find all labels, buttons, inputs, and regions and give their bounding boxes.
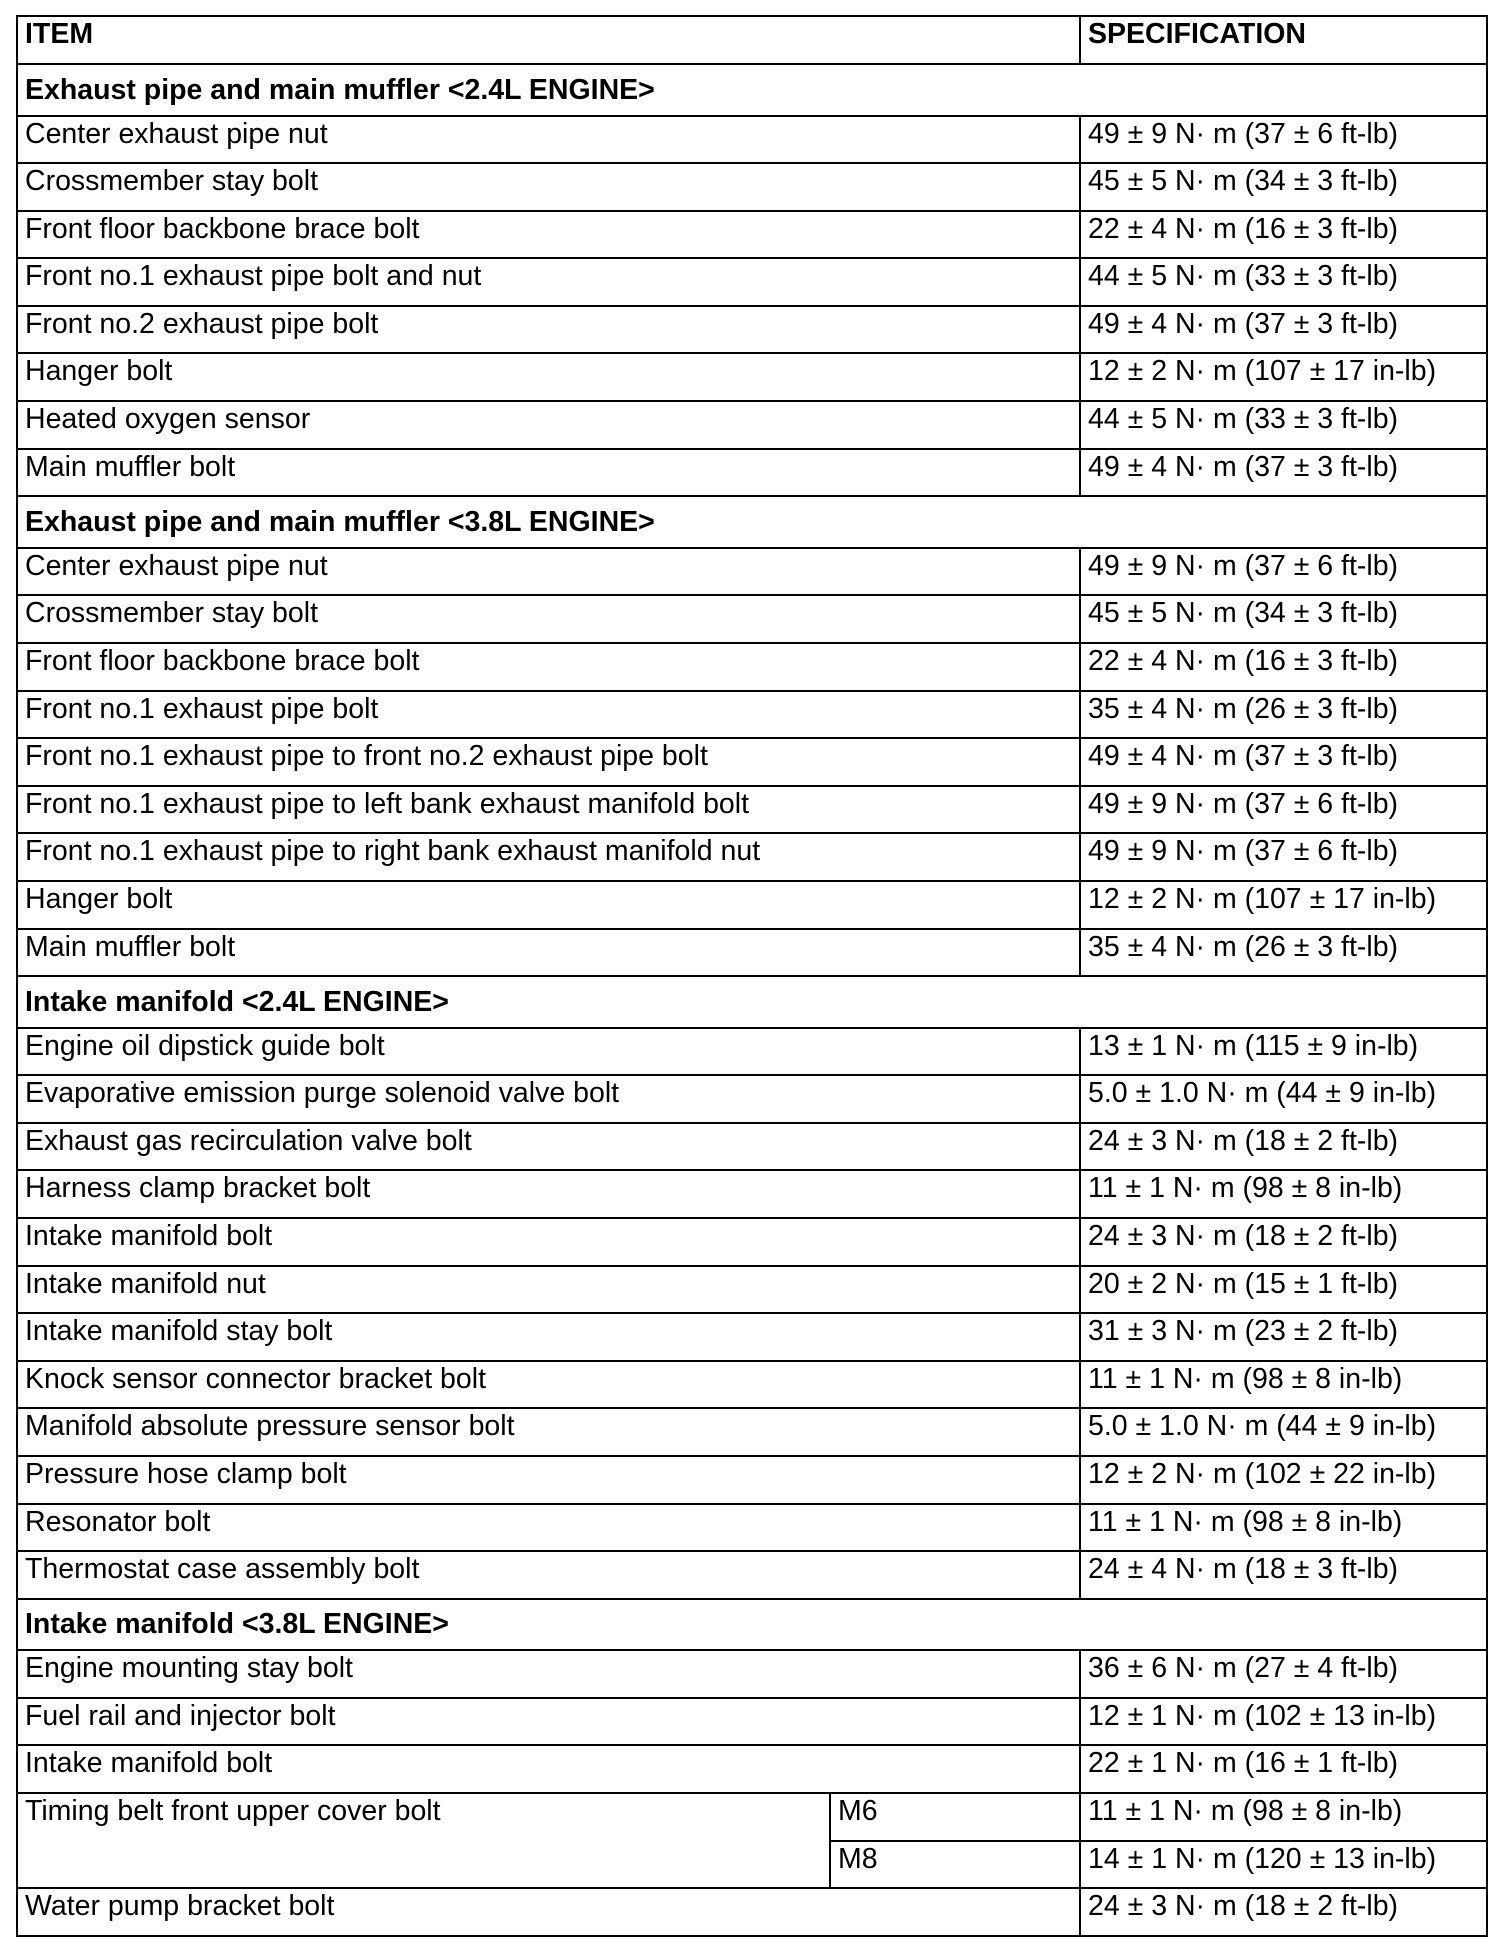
table-row — [17, 449, 1487, 497]
spec-cell: 49 ± 9 N· m (37 ± 6 ft-lb) — [1080, 548, 1487, 596]
spec-cell: 24 ± 3 N· m (18 ± 2 ft-lb) — [1080, 1218, 1487, 1266]
table-row — [17, 1551, 1487, 1599]
table-row — [17, 1408, 1487, 1456]
item-cell: Exhaust gas recirculation valve bolt — [17, 1123, 1080, 1171]
torque-spec-table — [16, 15, 1488, 1937]
spec-cell: 44 ± 5 N· m (33 ± 3 ft-lb) — [1080, 258, 1487, 306]
spec-cell: 22 ± 4 N· m (16 ± 3 ft-lb) — [1080, 211, 1487, 259]
spec-cell: 35 ± 4 N· m (26 ± 3 ft-lb) — [1080, 929, 1487, 977]
item-cell: Front no.1 exhaust pipe to left bank exhaust manifold bolt — [17, 786, 1080, 834]
item-cell: Water pump bracket bolt — [17, 1888, 1080, 1936]
section-header-row — [17, 976, 1487, 1028]
item-cell: Manifold absolute pressure sensor bolt — [17, 1408, 1080, 1456]
item-cell: Fuel rail and injector bolt — [17, 1698, 1080, 1746]
table-row — [17, 833, 1487, 881]
item-cell: Front no.1 exhaust pipe to front no.2 exhaust pipe bolt — [17, 738, 1080, 786]
spec-cell: 12 ± 2 N· m (107 ± 17 in-lb) — [1080, 881, 1487, 929]
section-header-row — [17, 1599, 1487, 1651]
item-cell: Front floor backbone brace bolt — [17, 211, 1080, 259]
item-cell: Center exhaust pipe nut — [17, 116, 1080, 164]
bolt-size-cell: M6 — [830, 1793, 1080, 1841]
spec-cell: 13 ± 1 N· m (115 ± 9 in-lb) — [1080, 1028, 1487, 1076]
table-row — [17, 595, 1487, 643]
item-cell: Hanger bolt — [17, 353, 1080, 401]
item-cell: Thermostat case assembly bolt — [17, 1551, 1080, 1599]
spec-cell: 35 ± 4 N· m (26 ± 3 ft-lb) — [1080, 691, 1487, 739]
spec-cell: 14 ± 1 N· m (120 ± 13 in-lb) — [1080, 1841, 1487, 1889]
table-row — [17, 1218, 1487, 1266]
table-row — [17, 1745, 1487, 1793]
table-row — [17, 1504, 1487, 1552]
item-cell: Knock sensor connector bracket bolt — [17, 1361, 1080, 1409]
spec-cell: 24 ± 3 N· m (18 ± 2 ft-lb) — [1080, 1123, 1487, 1171]
header-row — [17, 16, 1487, 64]
item-cell: Main muffler bolt — [17, 449, 1080, 497]
table-row — [17, 1170, 1487, 1218]
item-cell: Crossmember stay bolt — [17, 163, 1080, 211]
spec-cell: 12 ± 2 N· m (107 ± 17 in-lb) — [1080, 353, 1487, 401]
item-cell: Evaporative emission purge solenoid valve bolt — [17, 1075, 1080, 1123]
item-cell: Engine mounting stay bolt — [17, 1650, 1080, 1698]
spec-cell: 45 ± 5 N· m (34 ± 3 ft-lb) — [1080, 163, 1487, 211]
table-row — [17, 1075, 1487, 1123]
table-row — [17, 881, 1487, 929]
item-cell: Front no.1 exhaust pipe bolt — [17, 691, 1080, 739]
item-cell: Harness clamp bracket bolt — [17, 1170, 1080, 1218]
item-cell: Timing belt front upper cover bolt — [17, 1793, 830, 1888]
item-cell: Heated oxygen sensor — [17, 401, 1080, 449]
table-row — [17, 1361, 1487, 1409]
section-header-row — [17, 496, 1487, 548]
table-row — [17, 1028, 1487, 1076]
spec-cell: 11 ± 1 N· m (98 ± 8 in-lb) — [1080, 1793, 1487, 1841]
section-title: Intake manifold <2.4L ENGINE> — [17, 976, 1487, 1028]
table-row — [17, 353, 1487, 401]
table-row — [17, 929, 1487, 977]
spec-cell: 24 ± 3 N· m (18 ± 2 ft-lb) — [1080, 1888, 1487, 1936]
section-header-row — [17, 64, 1487, 116]
table-row — [17, 691, 1487, 739]
spec-cell: 5.0 ± 1.0 N· m (44 ± 9 in-lb) — [1080, 1075, 1487, 1123]
section-title: Intake manifold <3.8L ENGINE> — [17, 1599, 1487, 1651]
spec-cell: 5.0 ± 1.0 N· m (44 ± 9 in-lb) — [1080, 1408, 1487, 1456]
spec-cell: 49 ± 4 N· m (37 ± 3 ft-lb) — [1080, 738, 1487, 786]
spec-cell: 31 ± 3 N· m (23 ± 2 ft-lb) — [1080, 1313, 1487, 1361]
table-row — [17, 1888, 1487, 1936]
spec-cell: 22 ± 4 N· m (16 ± 3 ft-lb) — [1080, 643, 1487, 691]
spec-cell: 49 ± 4 N· m (37 ± 3 ft-lb) — [1080, 449, 1487, 497]
section-title: Exhaust pipe and main muffler <3.8L ENGINE> — [17, 496, 1487, 548]
spec-cell: 24 ± 4 N· m (18 ± 3 ft-lb) — [1080, 1551, 1487, 1599]
table-row — [17, 738, 1487, 786]
table-row — [17, 401, 1487, 449]
item-cell: Main muffler bolt — [17, 929, 1080, 977]
table-row — [17, 1698, 1487, 1746]
spec-cell: 49 ± 9 N· m (37 ± 6 ft-lb) — [1080, 786, 1487, 834]
item-cell: Crossmember stay bolt — [17, 595, 1080, 643]
table-row — [17, 211, 1487, 259]
item-column-header: ITEM — [17, 16, 1080, 64]
table-row — [17, 1266, 1487, 1314]
spec-cell: 22 ± 1 N· m (16 ± 1 ft-lb) — [1080, 1745, 1487, 1793]
table-row — [17, 163, 1487, 211]
spec-cell: 45 ± 5 N· m (34 ± 3 ft-lb) — [1080, 595, 1487, 643]
table-row — [17, 306, 1487, 354]
spec-cell: 20 ± 2 N· m (15 ± 1 ft-lb) — [1080, 1266, 1487, 1314]
table-row — [17, 1793, 1487, 1841]
item-cell: Hanger bolt — [17, 881, 1080, 929]
item-cell: Engine oil dipstick guide bolt — [17, 1028, 1080, 1076]
item-cell: Front no.1 exhaust pipe bolt and nut — [17, 258, 1080, 306]
section-title: Exhaust pipe and main muffler <2.4L ENGINE> — [17, 64, 1487, 116]
spec-cell: 49 ± 4 N· m (37 ± 3 ft-lb) — [1080, 306, 1487, 354]
item-cell: Intake manifold stay bolt — [17, 1313, 1080, 1361]
item-cell: Front no.2 exhaust pipe bolt — [17, 306, 1080, 354]
table-row — [17, 1123, 1487, 1171]
spec-cell: 11 ± 1 N· m (98 ± 8 in-lb) — [1080, 1361, 1487, 1409]
spec-cell: 49 ± 9 N· m (37 ± 6 ft-lb) — [1080, 833, 1487, 881]
spec-cell: 49 ± 9 N· m (37 ± 6 ft-lb) — [1080, 116, 1487, 164]
spec-cell: 11 ± 1 N· m (98 ± 8 in-lb) — [1080, 1170, 1487, 1218]
spec-cell: 44 ± 5 N· m (33 ± 3 ft-lb) — [1080, 401, 1487, 449]
table-row — [17, 548, 1487, 596]
bolt-size-cell: M8 — [830, 1841, 1080, 1889]
item-cell: Center exhaust pipe nut — [17, 548, 1080, 596]
spec-cell: 12 ± 2 N· m (102 ± 22 in-lb) — [1080, 1456, 1487, 1504]
item-cell: Intake manifold bolt — [17, 1745, 1080, 1793]
table-row — [17, 786, 1487, 834]
spec-cell: 11 ± 1 N· m (98 ± 8 in-lb) — [1080, 1504, 1487, 1552]
table-row — [17, 1650, 1487, 1698]
item-cell: Intake manifold bolt — [17, 1218, 1080, 1266]
table-row — [17, 1313, 1487, 1361]
specification-column-header: SPECIFICATION — [1080, 16, 1487, 64]
table-row — [17, 1456, 1487, 1504]
item-cell: Front no.1 exhaust pipe to right bank exhaust manifold nut — [17, 833, 1080, 881]
table-row — [17, 116, 1487, 164]
item-cell: Intake manifold nut — [17, 1266, 1080, 1314]
table-row — [17, 643, 1487, 691]
item-cell: Pressure hose clamp bolt — [17, 1456, 1080, 1504]
item-cell: Resonator bolt — [17, 1504, 1080, 1552]
spec-cell: 36 ± 6 N· m (27 ± 4 ft-lb) — [1080, 1650, 1487, 1698]
spec-cell: 12 ± 1 N· m (102 ± 13 in-lb) — [1080, 1698, 1487, 1746]
table-row — [17, 258, 1487, 306]
item-cell: Front floor backbone brace bolt — [17, 643, 1080, 691]
table-body — [17, 16, 1487, 1936]
